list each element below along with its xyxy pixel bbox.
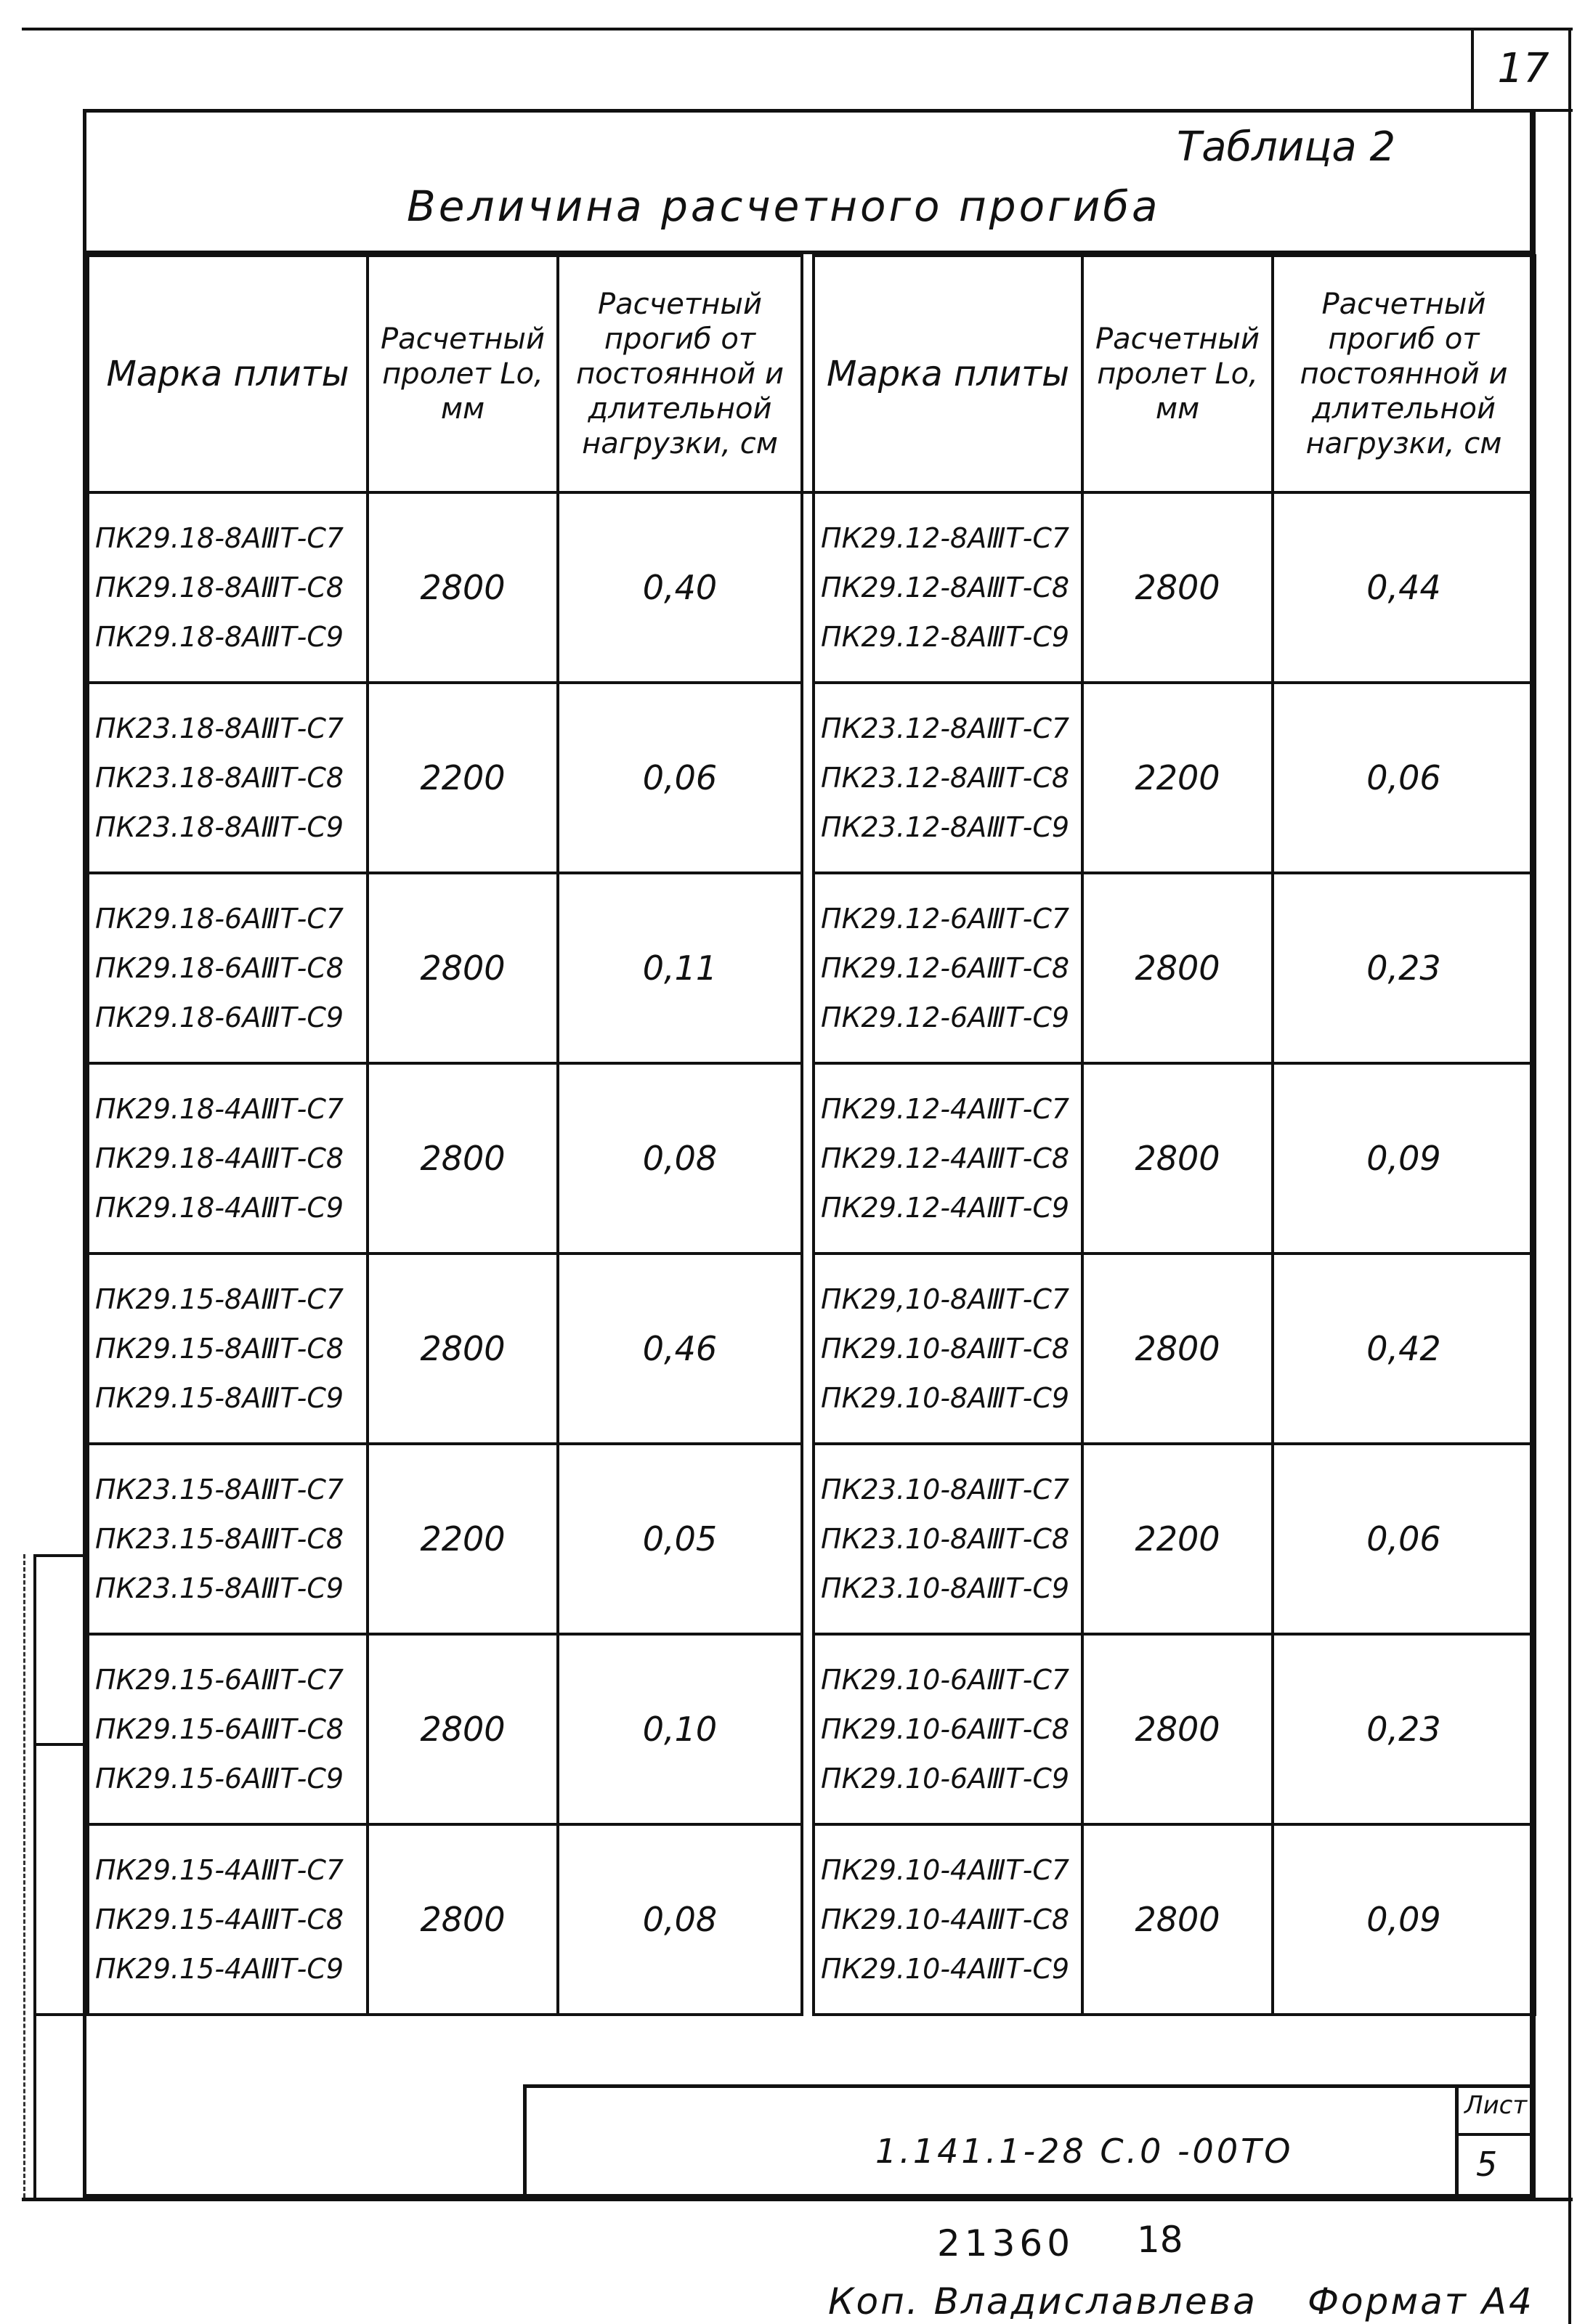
slab-mark: ПК23.18-8АⅢТ-С8 (95, 762, 344, 794)
slab-mark: ПК23.10-8АⅢТ-С7 (821, 1474, 1070, 1506)
deflection-table (86, 254, 1536, 2016)
copied-by: Коп. Владиславлева (828, 2280, 1257, 2323)
deflection-value-right: 0,44 (1273, 492, 1535, 683)
slab-marks-right (814, 1254, 1082, 1444)
deflection-value-left: 0,05 (558, 1444, 802, 1634)
slab-mark: ПК23.10-8АⅢТ-С9 (821, 1572, 1070, 1604)
paper-format: Формат А4 (1308, 2280, 1534, 2323)
header-deflection-left: Расчетный прогиб от постоянной и длительной нагрузки, см (558, 256, 802, 492)
binding-vertical-line (33, 1554, 36, 2198)
slab-mark: ПК29.12-4АⅢТ-С9 (821, 1192, 1070, 1224)
slab-mark: ПК29.18-4АⅢТ-С8 (95, 1142, 344, 1174)
slab-mark: ПК29.18-4АⅢТ-С7 (95, 1093, 344, 1125)
span-value-right: 2800 (1082, 492, 1273, 683)
slab-mark: ПК29.12-8АⅢТ-С8 (821, 572, 1070, 604)
slab-marks-right (814, 492, 1082, 683)
document-code: 1.141.1-28 С.0 -00ТО (875, 2132, 1294, 2171)
deflection-value-left: 0,40 (558, 492, 802, 683)
slab-mark: ПК23.12-8АⅢТ-С9 (821, 811, 1070, 843)
header-span-right: Расчетный пролет Lо, мм (1082, 256, 1273, 492)
slab-marks-left (88, 873, 368, 1063)
title-block (523, 2084, 1533, 2198)
right-border-line (1568, 28, 1571, 2324)
column-gap (802, 683, 814, 873)
slab-mark: ПК23.10-8АⅢТ-С8 (821, 1523, 1070, 1555)
slab-mark: ПК29.12-6АⅢТ-С7 (821, 903, 1070, 935)
span-value-right: 2200 (1082, 683, 1273, 873)
slab-marks-right (814, 1634, 1082, 1824)
slab-mark: ПК29.18-6АⅢТ-С8 (95, 952, 344, 984)
sheet-box (1455, 2088, 1533, 2198)
slab-marks-left (88, 492, 368, 683)
slab-mark: ПК23.18-8АⅢТ-С7 (95, 712, 344, 744)
slab-mark: ПК29.10-4АⅢТ-С9 (821, 1953, 1070, 1985)
slab-mark: ПК29.10-6АⅢТ-С8 (821, 1713, 1070, 1745)
deflection-value-left: 0,11 (558, 873, 802, 1063)
span-value-right: 2200 (1082, 1444, 1273, 1634)
span-value-right: 2800 (1082, 1254, 1273, 1444)
table-row (88, 492, 1535, 683)
slab-mark: ПК23.18-8АⅢТ-С9 (95, 811, 344, 843)
deflection-value-right: 0,06 (1273, 1444, 1535, 1634)
span-value-right: 2800 (1082, 873, 1273, 1063)
span-value-left: 2800 (368, 1063, 558, 1254)
slab-mark: ПК29.18-8АⅢТ-С7 (95, 522, 344, 554)
slab-marks-right (814, 683, 1082, 873)
slab-mark: ПК29.15-8АⅢТ-С9 (95, 1382, 344, 1414)
bottom-border-line (22, 2198, 1573, 2201)
slab-mark: ПК23.12-8АⅢТ-С7 (821, 712, 1070, 744)
slab-marks-left (88, 1254, 368, 1444)
slab-mark: ПК29.15-4АⅢТ-С7 (95, 1854, 344, 1886)
slab-marks-left (88, 1063, 368, 1254)
footer-number: 18 (1137, 2219, 1183, 2261)
slab-mark: ПК29.15-6АⅢТ-С9 (95, 1763, 344, 1795)
span-value-left: 2800 (368, 1254, 558, 1444)
slab-mark: ПК29.12-8АⅢТ-С9 (821, 621, 1070, 653)
slab-marks-left (88, 1634, 368, 1824)
binding-tick (33, 1554, 83, 1557)
slab-marks-left (88, 1824, 368, 2015)
inventory-number: 21360 (937, 2222, 1075, 2264)
sheet-divider (1459, 2133, 1533, 2136)
table-row (88, 1254, 1535, 1444)
binding-tick (33, 1743, 83, 1746)
slab-mark: ПК29.18-6АⅢТ-С7 (95, 903, 344, 935)
table-row (88, 1063, 1535, 1254)
slab-mark: ПК29.15-4АⅢТ-С9 (95, 1953, 344, 1985)
deflection-value-right: 0,23 (1273, 873, 1535, 1063)
slab-mark: ПК29.10-6АⅢТ-С9 (821, 1763, 1070, 1795)
left-binding-strip (22, 1554, 83, 2198)
column-gap (802, 1444, 814, 1634)
sheet-label: Лист (1464, 2091, 1528, 2120)
deflection-value-left: 0,10 (558, 1634, 802, 1824)
slab-mark: ПК29.12-6АⅢТ-С9 (821, 1001, 1070, 1033)
span-value-left: 2800 (368, 873, 558, 1063)
page-number: 17 (1471, 28, 1573, 112)
deflection-value-left: 0,08 (558, 1824, 802, 2015)
span-value-left: 2200 (368, 1444, 558, 1634)
column-gap (802, 492, 814, 683)
slab-mark: ПК29.10-8АⅢТ-С9 (821, 1382, 1070, 1414)
span-value-right: 2800 (1082, 1063, 1273, 1254)
header-span-left: Расчетный пролет Lо, мм (368, 256, 558, 492)
slab-marks-left (88, 1444, 368, 1634)
table-title: Величина расчетного прогиба (407, 182, 1161, 231)
slab-mark: ПК23.12-8АⅢТ-С8 (821, 762, 1070, 794)
table-body (88, 492, 1535, 2015)
span-value-left: 2800 (368, 492, 558, 683)
span-value-left: 2800 (368, 1824, 558, 2015)
deflection-value-left: 0,08 (558, 1063, 802, 1254)
slab-mark: ПК29.12-4АⅢТ-С8 (821, 1142, 1070, 1174)
table-row (88, 1824, 1535, 2015)
slab-mark: ПК29.10-8АⅢТ-С8 (821, 1333, 1070, 1365)
slab-marks-right (814, 1444, 1082, 1634)
span-value-left: 2800 (368, 1634, 558, 1824)
deflection-value-left: 0,06 (558, 683, 802, 873)
slab-mark: ПК29.10-4АⅢТ-С7 (821, 1854, 1070, 1886)
span-value-left: 2200 (368, 683, 558, 873)
table-header-row (88, 256, 1535, 492)
column-gap (802, 256, 814, 492)
column-gap (802, 1063, 814, 1254)
slab-mark: ПК29.18-6АⅢТ-С9 (95, 1001, 344, 1033)
slab-mark: ПК29,10-8АⅢТ-С7 (821, 1283, 1070, 1315)
slab-mark: ПК29.15-6АⅢТ-С8 (95, 1713, 344, 1745)
header-mark-left: Марка плиты (88, 256, 368, 492)
slab-mark: ПК29.18-4АⅢТ-С9 (95, 1192, 344, 1224)
slab-mark: ПК29.15-8АⅢТ-С7 (95, 1283, 344, 1315)
table-row (88, 873, 1535, 1063)
column-gap (802, 1254, 814, 1444)
deflection-value-right: 0,09 (1273, 1824, 1535, 2015)
sheet-number: 5 (1476, 2145, 1498, 2184)
slab-mark: ПК23.15-8АⅢТ-С8 (95, 1523, 344, 1555)
slab-mark: ПК23.15-8АⅢТ-С9 (95, 1572, 344, 1604)
slab-mark: ПК29.18-8АⅢТ-С8 (95, 572, 344, 604)
slab-mark: ПК29.10-6АⅢТ-С7 (821, 1664, 1070, 1696)
slab-mark: ПК29.12-6АⅢТ-С8 (821, 952, 1070, 984)
span-value-right: 2800 (1082, 1634, 1273, 1824)
deflection-value-right: 0,09 (1273, 1063, 1535, 1254)
column-gap (802, 1634, 814, 1824)
deflection-value-right: 0,06 (1273, 683, 1535, 873)
table-row (88, 1634, 1535, 1824)
slab-marks-right (814, 873, 1082, 1063)
table-row (88, 683, 1535, 873)
slab-mark: ПК29.15-6АⅢТ-С7 (95, 1664, 344, 1696)
column-gap (802, 873, 814, 1063)
slab-mark: ПК29.15-8АⅢТ-С8 (95, 1333, 344, 1365)
slab-mark: ПК29.18-8АⅢТ-С9 (95, 621, 344, 653)
binding-dashed-line (23, 1554, 25, 2198)
column-gap (802, 1824, 814, 2015)
table-label: Таблица 2 (1177, 123, 1396, 171)
deflection-value-right: 0,23 (1273, 1634, 1535, 1824)
slab-mark: ПК29.12-8АⅢТ-С7 (821, 522, 1070, 554)
table-row (88, 1444, 1535, 1634)
slab-marks-left (88, 683, 368, 873)
slab-mark: ПК29.12-4АⅢТ-С7 (821, 1093, 1070, 1125)
slab-marks-right (814, 1063, 1082, 1254)
deflection-value-right: 0,42 (1273, 1254, 1535, 1444)
span-value-right: 2800 (1082, 1824, 1273, 2015)
slab-mark: ПК29.15-4АⅢТ-С8 (95, 1904, 344, 1935)
deflection-value-left: 0,46 (558, 1254, 802, 1444)
slab-mark: ПК29.10-4АⅢТ-С8 (821, 1904, 1070, 1935)
binding-tick (33, 2013, 83, 2016)
slab-marks-right (814, 1824, 1082, 2015)
header-mark-right: Марка плиты (814, 256, 1082, 492)
slab-mark: ПК23.15-8АⅢТ-С7 (95, 1474, 344, 1506)
top-border-line (22, 28, 1573, 31)
header-deflection-right: Расчетный прогиб от постоянной и длительной нагрузки, см (1273, 256, 1535, 492)
